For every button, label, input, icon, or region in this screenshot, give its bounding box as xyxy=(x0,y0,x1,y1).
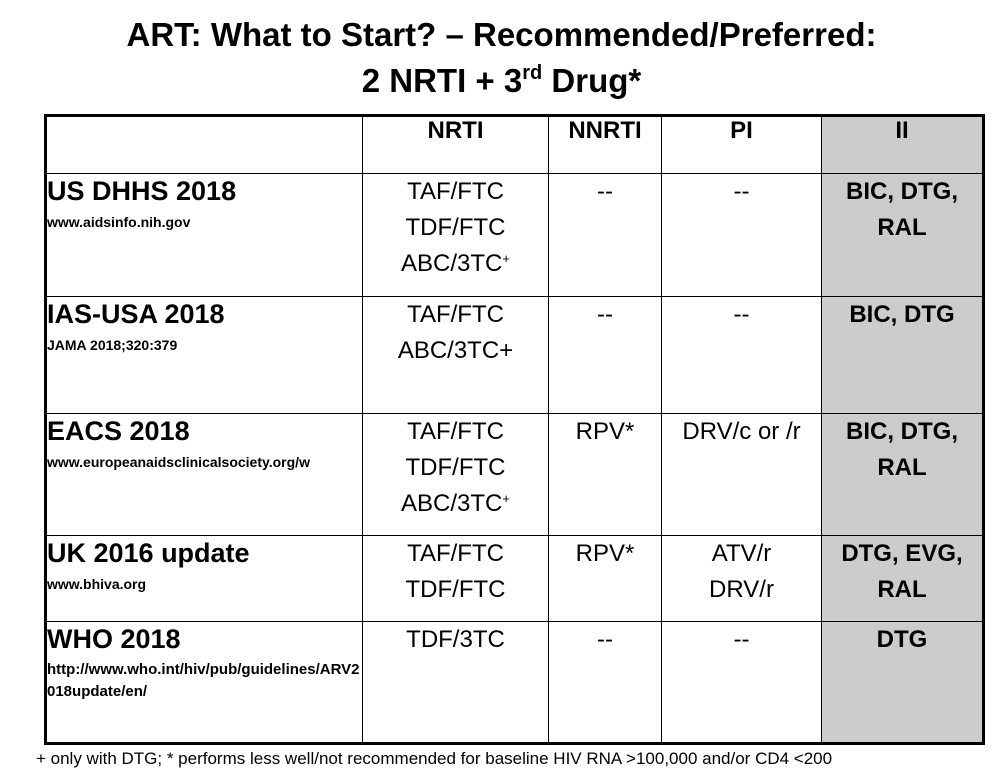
header-nnrti: NNRTI xyxy=(549,116,662,174)
guideline-name: UK 2016 update xyxy=(47,538,250,568)
title-line-2-end: Drug* xyxy=(542,62,642,99)
nrti-cell xyxy=(363,297,549,414)
pi-cell xyxy=(662,622,822,744)
drug-entry: BIC, DTG xyxy=(849,301,955,328)
header-pi: PI xyxy=(662,116,822,174)
drug-entry: TDF/3TC xyxy=(406,626,505,653)
guideline-name: US DHHS 2018 xyxy=(47,176,237,206)
drug-entry: TAF/FTC xyxy=(407,301,504,328)
slide-title xyxy=(0,12,1003,104)
guideline-reference: www.europeanaidsclinicalsociety.org/w xyxy=(47,454,310,470)
guideline-cell xyxy=(46,536,363,622)
header-blank-cell xyxy=(46,116,363,174)
ii-cell xyxy=(822,414,984,536)
drug-superscript: + xyxy=(502,491,510,506)
drug-entry: ATV/r xyxy=(711,540,772,567)
table-header-row xyxy=(46,116,984,174)
drug-entry: -- xyxy=(733,178,750,205)
drug-entry: TAF/FTC xyxy=(407,418,504,445)
drug-entry: TAF/FTC xyxy=(407,540,504,567)
nnrti-cell xyxy=(549,297,662,414)
drug-entry: BIC, DTG, xyxy=(846,418,958,445)
guideline-name: IAS-USA 2018 xyxy=(47,299,225,329)
drug-entry xyxy=(363,486,548,522)
drug-entry: TAF/FTC xyxy=(407,178,504,205)
drug-entry: DTG, EVG, xyxy=(841,540,963,567)
ii-cell xyxy=(822,174,984,297)
title-line-2 xyxy=(0,58,1003,104)
guideline-cell xyxy=(46,174,363,297)
pi-cell xyxy=(662,414,822,536)
table-row xyxy=(46,297,984,414)
nrti-cell xyxy=(363,536,549,622)
guideline-reference: http://www.who.int/hiv/pub/guidelines/ARV2018update/en/ xyxy=(47,661,360,700)
nrti-cell xyxy=(363,174,549,297)
nnrti-cell xyxy=(549,622,662,744)
table-row xyxy=(46,536,984,622)
nrti-cell xyxy=(363,414,549,536)
drug-entry: RPV* xyxy=(575,540,635,567)
drug-superscript: + xyxy=(502,251,510,266)
drug-entry: RAL xyxy=(877,214,927,241)
pi-cell xyxy=(662,536,822,622)
nnrti-cell xyxy=(549,174,662,297)
drug-text: ABC/3TC xyxy=(401,490,503,517)
nrti-cell xyxy=(363,622,549,744)
ii-cell xyxy=(822,297,984,414)
drug-entry: RAL xyxy=(877,454,927,481)
nnrti-cell xyxy=(549,536,662,622)
guideline-cell xyxy=(46,297,363,414)
header-ii: II xyxy=(822,116,984,174)
ii-cell xyxy=(822,622,984,744)
drug-entry: TDF/FTC xyxy=(405,454,506,481)
nnrti-cell xyxy=(549,414,662,536)
art-recommendations-table xyxy=(44,114,985,745)
guideline-name: EACS 2018 xyxy=(47,416,190,446)
drug-entry: -- xyxy=(733,301,750,328)
drug-entry xyxy=(363,246,548,282)
guideline-cell xyxy=(46,414,363,536)
header-nrti: NRTI xyxy=(363,116,549,174)
drug-text: ABC/3TC xyxy=(401,250,503,277)
drug-entry: -- xyxy=(597,301,613,328)
drug-entry: TDF/FTC xyxy=(405,214,506,241)
drug-entry: DTG xyxy=(876,626,928,653)
guideline-name: WHO 2018 xyxy=(47,624,181,654)
drug-entry: -- xyxy=(597,626,613,653)
drug-entry: RAL xyxy=(877,576,927,603)
drug-entry: ABC/3TC+ xyxy=(397,337,514,364)
table-row xyxy=(46,174,984,297)
title-line-2-main: 2 NRTI + 3 xyxy=(361,62,523,99)
pi-cell xyxy=(662,174,822,297)
guideline-reference: www.aidsinfo.nih.gov xyxy=(47,214,191,230)
title-superscript: rd xyxy=(522,62,543,84)
pi-cell xyxy=(662,297,822,414)
title-line-1: ART: What to Start? – Recommended/Preferred: xyxy=(126,16,877,53)
table-row xyxy=(46,414,984,536)
ii-cell xyxy=(822,536,984,622)
drug-entry: BIC, DTG, xyxy=(846,178,958,205)
drug-entry: -- xyxy=(733,626,750,653)
drug-entry: DRV/r xyxy=(709,576,774,603)
guideline-reference: JAMA 2018;320:379 xyxy=(47,337,178,353)
footnote: + only with DTG; * performs less well/not recommended for baseline HIV RNA >100,000 and/or CD4 <200 xyxy=(36,749,833,768)
drug-entry: -- xyxy=(597,178,613,205)
drug-entry: TDF/FTC xyxy=(405,576,506,603)
table-row xyxy=(46,622,984,744)
guideline-reference: www.bhiva.org xyxy=(47,576,147,592)
guideline-cell xyxy=(46,622,363,744)
drug-entry: RPV* xyxy=(575,418,635,445)
drug-entry: DRV/c or /r xyxy=(682,418,801,445)
